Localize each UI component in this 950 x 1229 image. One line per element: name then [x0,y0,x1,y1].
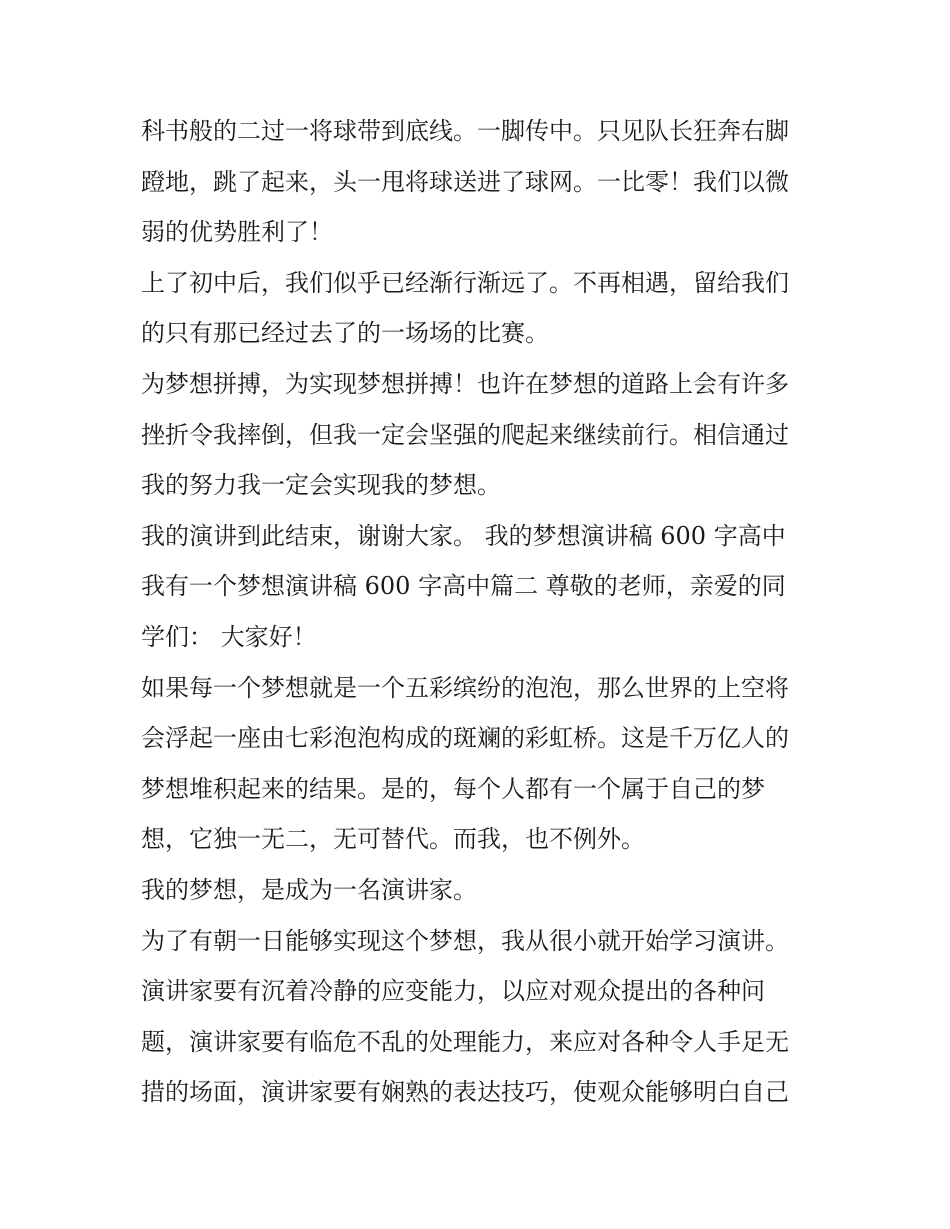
text-line: 如果每一个梦想就是一个五彩缤纷的泡泡，那么世界的上空将 [141,673,789,702]
text-line: 题，演讲家要有临危不乱的处理能力，来应对各种令人手足无 [141,1027,789,1056]
text-line: 演讲家要有沉着冷静的应变能力，以应对观众提出的各种问 [141,977,765,1006]
text-line: 想，它独一无二，无可替代。而我，也不例外。 [141,825,645,854]
text-line: 学们： 大家好！ [141,622,317,651]
text-line: 我的努力我一定会实现我的梦想。 [141,471,501,500]
text-line: 上了初中后，我们似乎已经渐行渐远了。不再相遇，留给我们 [141,268,789,297]
text-line: 科书般的二过一将球带到底线。一脚传中。只见队长狂奔右脚 [141,117,789,145]
text-line: 挫折令我摔倒，但我一定会坚强的爬起来继续前行。相信通过 [141,420,789,449]
text-line: 为了有朝一日能够实现这个梦想，我从很小就开始学习演讲。 [141,926,789,955]
body-text [141,106,813,1118]
text-line: 我的梦想，是成为一名演讲家。 [141,875,477,904]
text-line: 为梦想拼搏，为实现梦想拼搏！也许在梦想的道路上会有许多 [141,369,789,398]
text-line: 梦想堆积起来的结果。是的，每个人都有一个属于自己的梦 [141,774,765,803]
text-line: 的只有那已经过去了的一场场的比赛。 [141,319,549,348]
text-line: 我有一个梦想演讲稿 600 字高中篇二 尊敬的老师，亲爱的同 [141,572,786,601]
text-line: 会浮起一座由七彩泡泡构成的斑斓的彩虹桥。这是千万亿人的 [141,724,789,753]
text-line: 蹬地，跳了起来，头一甩将球送进了球网。一比零！我们以微 [141,167,789,196]
text-line: 弱的优势胜利了！ [141,218,333,247]
text-line: 我的演讲到此结束，谢谢大家。 我的梦想演讲稿 600 字高中 [141,521,786,550]
text-line: 措的场面，演讲家要有娴熟的表达技巧，使观众能够明白自己 [141,1078,789,1107]
